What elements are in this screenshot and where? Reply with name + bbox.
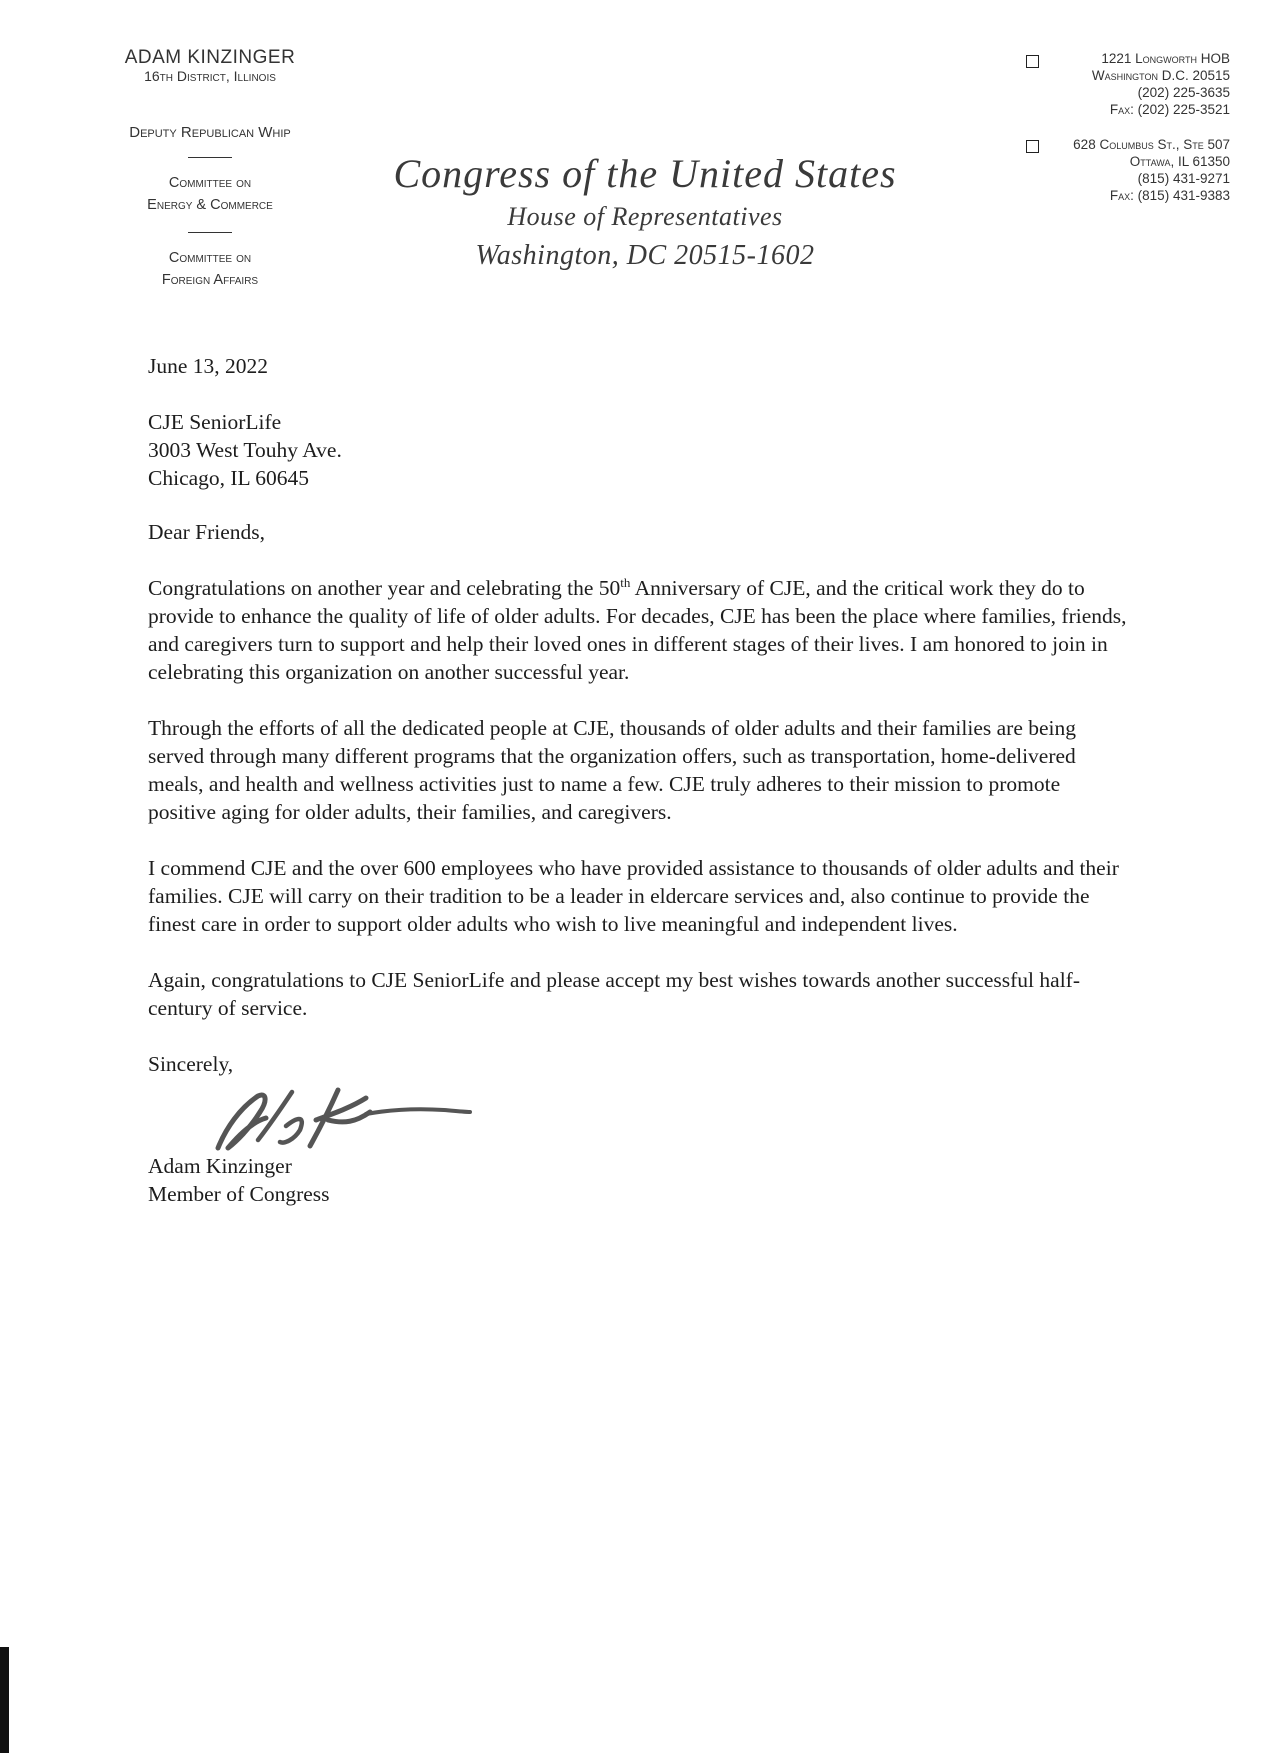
- office-phone: (202) 225-3635: [1137, 85, 1230, 100]
- letter-body: [148, 352, 1128, 1208]
- member-info: [70, 48, 350, 291]
- congress-title: Congress of the United States: [393, 151, 897, 196]
- office-street: 628 Columbus St., Ste 507: [1073, 137, 1230, 152]
- office-city: Washington D.C. 20515: [1091, 68, 1230, 83]
- signer-block: [148, 1152, 1128, 1208]
- member-role: Deputy Republican Whip: [129, 124, 291, 141]
- signer-title: Member of Congress: [148, 1182, 330, 1206]
- congress-letterhead: [385, 150, 905, 276]
- committee-name: Energy & Commerce: [147, 197, 273, 213]
- office-street: 1221 Longworth HOB: [1101, 51, 1230, 66]
- salutation: Dear Friends,: [148, 520, 266, 544]
- house-title: House of Representatives: [507, 202, 783, 231]
- office-addresses: [1010, 50, 1230, 204]
- committee-name: Foreign Affairs: [161, 272, 259, 288]
- paragraph-2: Through the efforts of all the dedicated people at CJE, thousands of older adults and their families are being served through many different programs that the organization offers, such as transportation, home-delivered meals, and health and wellness activities just to name a few. CJE truly adheres to their mission to promote positive aging for older adults, their families, and caregivers.: [148, 716, 1077, 824]
- office-fax: Fax: (202) 225-3521: [1109, 102, 1230, 117]
- checkbox-icon: [1026, 55, 1039, 68]
- scan-edge-mark: [0, 1647, 9, 1753]
- paragraph-4: Again, congratulations to CJE SeniorLife and please accept my best wishes towards another successful half-century of service.: [148, 968, 1080, 1020]
- closing: Sincerely,: [148, 1052, 234, 1076]
- recipient-city: Chicago, IL 60645: [148, 466, 310, 490]
- office-city: Ottawa, IL 61350: [1129, 154, 1230, 169]
- recipient-name: CJE SeniorLife: [148, 410, 282, 434]
- member-name: ADAM KINZINGER: [124, 47, 296, 68]
- dc-office: [1010, 50, 1230, 118]
- checkbox-icon: [1026, 140, 1039, 153]
- committee-label: Committee on: [168, 250, 252, 266]
- divider: [188, 232, 232, 233]
- ordinal-suffix: th: [620, 574, 631, 590]
- paragraph-1: [148, 574, 1128, 686]
- committee-label: Committee on: [168, 175, 252, 191]
- office-fax: Fax: (815) 431-9383: [1109, 188, 1230, 203]
- washington-address: Washington, DC 20515-1602: [475, 240, 815, 271]
- paragraph-3: I commend CJE and the over 600 employees who have provided assistance to thousands of older adults and their families. CJE will carry on their tradition to be a leader in eldercare services and, also continue to provide the finest care in order to support older adults who wish to live meaningful and independent lives.: [148, 856, 1119, 936]
- ottawa-office: [1010, 136, 1230, 204]
- recipient-street: 3003 West Touhy Ave.: [148, 438, 342, 462]
- recipient-address: [148, 408, 1128, 492]
- committee-foreign: [70, 247, 350, 291]
- divider: [188, 157, 232, 158]
- signature: [188, 1078, 488, 1158]
- committee-energy: [70, 172, 350, 216]
- signer-name: Adam Kinzinger: [148, 1154, 292, 1178]
- letter-date: June 13, 2022: [148, 354, 269, 378]
- office-phone: (815) 431-9271: [1137, 171, 1230, 186]
- paragraph-text: Anniversary of CJE, and the critical work they do to provide to enhance the quality of life of older adults. For decades, CJE has been the place where families, friends, and caregivers turn to support and help their loved ones in different stages of their lives. I am honored to join in celebrating this organization on another successful year.: [148, 576, 1127, 684]
- paragraph-text: Congratulations on another year and celebrating the 50: [148, 576, 621, 600]
- member-district: 16th District, Illinois: [144, 68, 276, 84]
